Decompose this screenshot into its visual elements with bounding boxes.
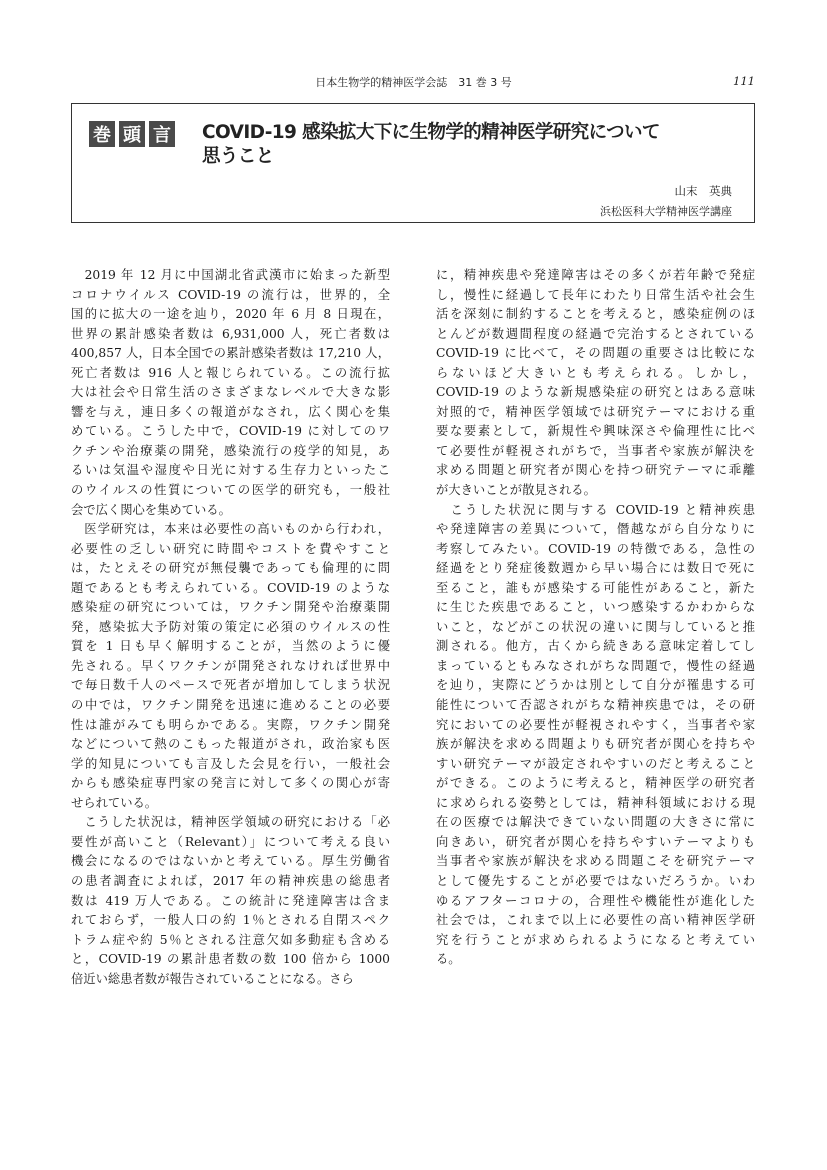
section-badge: 巻 [89, 121, 115, 147]
text-line: すい研究テーマが設定されやすいのだと考えること [436, 756, 755, 771]
text-line: 考察してみたい。COVID-19 の特徴である，急性の [436, 541, 755, 556]
title-line: 思うこと [202, 146, 274, 167]
text-line: を辿り，実際にどうかは別として自分が罹患する可 [436, 678, 755, 693]
text-line: 2019 年 12 月に中国湖北省武漢市に始まった新型 [71, 268, 390, 282]
text-line: 対照的で，精神医学領域では研究テーマにおける重 [436, 404, 755, 419]
author-affiliation: 浜松医科大学精神医学講座 [600, 205, 732, 218]
text-line: 経過をとり発症後数週から早い場合には数日で死に [436, 561, 755, 576]
section-badge: 頭 [119, 121, 145, 147]
text-line: と，COVID-19 の累計患者数の数 100 倍から 1000 [71, 952, 390, 967]
text-line: 発，感染拡大予防対策の策定に必須のウイルスの性 [71, 619, 390, 634]
text-line: 必要性の乏しい研究に時間やコストを費やすこと [71, 541, 390, 556]
text-line: などについて熱のこもった報道がされ，政治家も医 [71, 737, 390, 752]
text-line: 性は誰がみても明らかである。実際，ワクチン開発 [71, 717, 390, 732]
text-line: からも感染症専門家の発言に対して多くの関心が寄 [71, 776, 390, 791]
text-line: 題であるとも考えられている。COVID-19 のような [71, 580, 390, 595]
text-line: で毎日数千人のペースで死者が増加してしまう状況 [71, 678, 390, 693]
text-line: COVID-19 に比べて，その問題の重要さは比較にな [436, 346, 755, 361]
text-line: いこと，などがこの状況の違いに関与していると推 [436, 619, 755, 634]
section-badge: 言 [149, 121, 175, 147]
text-line: 要な要素として，新規性や興味深さや倫理性に比べ [436, 424, 755, 439]
text-line: 機会になるのではないかと考えている。厚生労働省 [71, 854, 390, 869]
text-line: に，精神疾患や発達障害はその多くが若年齢で発症 [436, 268, 755, 282]
text-line: 医学研究は，本来は必要性の高いものから行われ， [71, 522, 390, 537]
running-head: 日本生物学的精神医学会誌 31 巻 3 号 [315, 76, 512, 89]
text-line: し，慢性に経過して長年にわたり日常生活や社会生 [436, 287, 755, 302]
text-line: 究を行うことが求められるようになると考えてい [436, 932, 755, 947]
text-line: 学的知見についても言及した会見を行い，一般社会 [71, 756, 390, 771]
text-line: 向きあい，研究者が関心を持ちやすいテーマよりも [436, 834, 755, 849]
text-line: 世界の累計感染者数は 6,931,000 人，死亡者数は [71, 326, 390, 341]
text-line: 400,857 人，日本全国での累計感染者数は 17,210 人， [71, 346, 390, 361]
text-line: 要性が高いこと（Relevant）」について考える良い [71, 834, 390, 849]
text-line: クチンや治療薬の開発，感染流行の疫学的知見，あ [71, 443, 390, 458]
text-line: 大は社会や日常生活のさまざまなレベルで大きな影 [71, 385, 390, 400]
text-line: のウイルスの性質についての医学的研究も，一般社 [71, 483, 390, 498]
text-line: 能性について否認されがちな精神疾患では，その研 [436, 698, 755, 713]
text-line: 数は 419 万人である。この統計に発達障害は含ま [71, 893, 390, 908]
text-line: の中では，ワクチン開発を迅速に進めることの必要 [71, 698, 390, 713]
title-line: COVID-19 感染拡大下に生物学的精神医学研究について [202, 122, 660, 143]
body-column-right [436, 266, 755, 970]
text-line: 至ること，誰もが感染する可能性があること，新た [436, 580, 755, 595]
text-line: 感染症の研究については，ワクチン開発や治療薬開 [71, 600, 390, 615]
text-line: 会で広く関心を集めている。 [71, 502, 231, 517]
text-line: るいは気温や湿度や日光に対する生存力といったこ [71, 463, 390, 478]
text-line: ができる。このように考えると，精神医学の研究者 [436, 776, 755, 791]
author-name: 山末 英典 [674, 184, 732, 198]
text-line: ゆるアフターコロナの，合理性や機能性が進化した [436, 893, 755, 908]
text-line: せられている。 [71, 795, 158, 810]
text-line: て必要性が軽視されがちで，当事者や家族が解決を [436, 443, 755, 458]
text-line: 求める問題と研究者が関心を持つ研究テーマに乖離 [436, 463, 755, 478]
text-line: 死亡者数は 916 人と報じられている。この流行拡 [71, 365, 390, 380]
page-number: 111 [733, 74, 755, 88]
text-line: 響を与え，連日多くの報道がなされ，広く関心を集 [71, 404, 390, 419]
text-line: 国的に拡大の一途を辿り，2020 年 6 月 8 日現在， [71, 307, 390, 322]
text-line: トラム症や約 5％とされる注意欠如多動症も含める [71, 932, 390, 947]
body-column-left [71, 266, 390, 989]
text-line: 当事者や家族が解決を求める問題こそを研究テーマ [436, 854, 755, 869]
text-line: 究においての必要性が軽視されやすく，当事者や家 [436, 717, 755, 732]
text-line: 先される。早くワクチンが開発されなければ世界中 [71, 658, 390, 673]
text-line: らないほど大きいとも考えられる。しかし， [436, 365, 755, 380]
title-box [71, 103, 755, 223]
text-line: 在の医療では解決できていない問題の大きさに常に [436, 815, 755, 830]
article-title [202, 121, 722, 169]
text-line: 質を 1 日も早く解明することが，当然のように優 [71, 639, 390, 654]
text-line: に生じた疾患であること，いつ感染するかわからな [436, 600, 755, 615]
text-line: COVID-19 のような新規感染症の研究とはある意味 [436, 385, 755, 400]
text-line: に求められる姿勢としては，精神科領域における現 [436, 795, 755, 810]
text-line: 測される。他方，古くから続きある意味定着してし [436, 639, 755, 654]
text-line: が大きいことが散見される。 [436, 483, 596, 498]
text-line: こうした状況は，精神医学領域の研究における「必 [71, 815, 390, 830]
text-line: の患者調査によれば，2017 年の精神疾患の総患者 [71, 873, 390, 888]
text-line: こうした状況に関与する COVID-19 と精神疾患 [436, 502, 755, 517]
text-line: 族が解決を求める問題よりも研究者が関心を持ちや [436, 737, 755, 752]
text-line: 活を深刻に制約することを考えると，感染症例のほ [436, 307, 755, 322]
text-line: コロナウイルス COVID-19 の流行は，世界的，全 [71, 287, 390, 302]
text-line: として優先することが必要ではないだろうか。いわ [436, 873, 755, 888]
text-line: まっているともみなされがちな問題で，慢性の経過 [436, 658, 755, 673]
text-line: る。 [436, 952, 461, 967]
text-line: とんどが数週間程度の経過で完治するとされている [436, 326, 755, 341]
text-line: めている。こうした中で，COVID-19 に対してのワ [71, 424, 390, 439]
text-line: や発達障害の差異について，僭越ながら自分なりに [436, 522, 755, 537]
text-line: 社会では，これまで以上に必要性の高い精神医学研 [436, 913, 755, 928]
text-line: は，たとえその研究が無侵襲であっても倫理的に問 [71, 561, 390, 576]
text-line: 倍近い総患者数が報告されていることになる。さら [71, 971, 354, 986]
text-line: れておらず，一般人口の約 1％とされる自閉スペク [71, 913, 390, 928]
section-badges [89, 121, 175, 147]
